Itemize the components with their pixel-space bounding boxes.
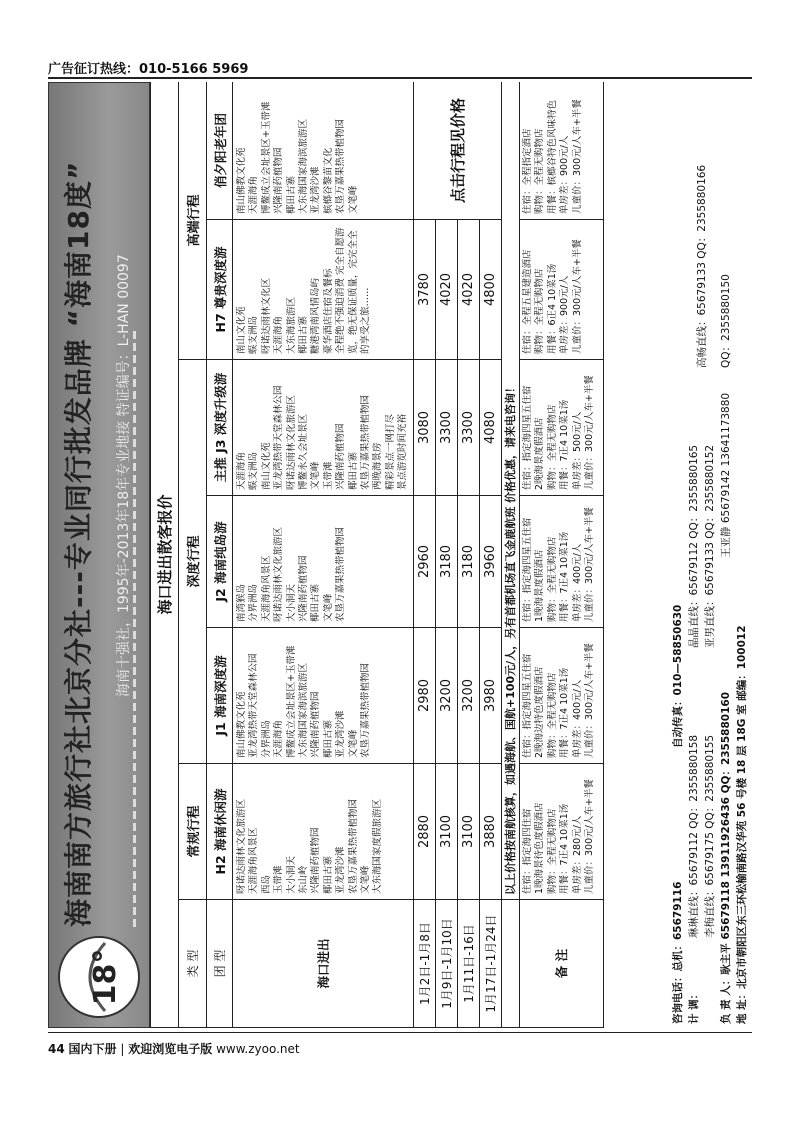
note-line: 单房差：280元/人: [571, 815, 583, 894]
remark-label: 备 注: [519, 900, 603, 1028]
phone-main: 咨询电话：总机：65679116: [672, 881, 684, 1024]
route-j3: 主推 J3 深度升级游: [207, 360, 233, 496]
list-item: 椰田古寨: [285, 175, 297, 214]
route-j2: J2 海南纯岛游: [207, 496, 233, 628]
list-item: 农垦万嘉果热带植物园: [347, 798, 359, 894]
note-line: 用餐：槟榔谷特色风味特色: [546, 99, 558, 214]
list-item: 兴隆南药植物园: [310, 691, 322, 758]
list-item: 文笔峰: [310, 461, 322, 490]
laoyang-price-link[interactable]: 点击行程见价格: [413, 82, 501, 220]
note-line: 1晚海景待色度假酒店: [534, 802, 546, 894]
price-cell: 2880: [413, 764, 435, 900]
note-line: 儿童价：300元/人车+半餐: [584, 643, 596, 758]
banner-subtitle: 海南十强社，1995年-2013年18年专业地接 特证编号：L-HAN 00097: [116, 254, 132, 697]
notes-laoyang: [519, 82, 603, 220]
calc-label: 计 调：: [688, 988, 700, 1024]
list-item: 玉带滩: [273, 865, 285, 894]
list-item: 呀诺达雨林文化旅游区: [273, 526, 285, 622]
list-item: 博鳌成立会址景区+玉带滩: [285, 645, 297, 758]
itinerary-laoyang: [233, 82, 414, 220]
price-cell: 4020: [457, 220, 479, 360]
note-line: 用餐：7正4 10菜1汤: [559, 667, 571, 758]
list-item: 东山岭: [298, 865, 310, 894]
fax: 自动传真：010—58850630: [672, 604, 684, 748]
list-item: 亚龙湾热带天堂森林公园: [248, 653, 260, 758]
address: 地 址：北京市朝阳区东三环松榆南路汉华苑 56 号楼 18 层 18G 室 邮编：100012: [736, 625, 748, 1024]
date-range: 1月11日-16日: [457, 900, 479, 1028]
banner-stripe: [133, 327, 136, 927]
price-cell: 3180: [457, 496, 479, 628]
list-item: 两晚海景房: [372, 442, 384, 490]
note-line: 单房差：900元/人: [559, 275, 571, 354]
note-line: 住宿：指定海四星五住宿: [521, 385, 533, 490]
price-note: 以上价格按南航核算，如遇海航、国航+100元/人，另有首都机场直飞金鹿航班 价格优惠，请来电咨询！: [501, 82, 519, 900]
col-group-header: 团 型: [207, 900, 233, 1028]
list-item: 文笔峰: [347, 729, 359, 758]
list-item: 天涯海角: [273, 719, 285, 758]
category-deep: 深度行程: [179, 360, 207, 764]
list-item: 兴隆南药植物园: [298, 555, 310, 622]
list-item: 南山佛教文化苑: [236, 691, 247, 758]
list-item: 玉带滩: [322, 461, 334, 490]
route-laoyang: 俏夕阳老年团: [207, 82, 233, 220]
banner-title: 海南南方旅行社北京分社---专业同行批发品牌 “海南18度”: [62, 160, 95, 927]
table-row: [479, 82, 501, 1028]
list-item: 大东海国家海滨旅游区: [298, 118, 310, 214]
page-number: 44: [48, 1042, 65, 1056]
list-item: 亚龙湾沙滩: [310, 166, 322, 214]
note-line: 住宿：全程指定酒店: [521, 128, 533, 214]
notes-h7: [519, 220, 603, 360]
date-range: 1月2日-1月8日: [413, 900, 435, 1028]
bottom-rule: [48, 1032, 752, 1033]
list-item: 分界洲岛: [260, 719, 272, 758]
note-line: 1晚海景度假酒店: [534, 549, 546, 622]
list-item: 蜈支洲岛: [248, 451, 260, 490]
section-name: 国内下册: [68, 1042, 117, 1056]
itinerary-j3: [233, 360, 414, 496]
contact-line: QQ：2355880150: [720, 274, 732, 368]
list-item: 大小洞天: [285, 855, 297, 894]
logo-18-degree: [55, 933, 143, 1021]
list-item: 农垦万嘉果热带植物园: [335, 526, 347, 622]
list-item: 农垦万嘉果热带植物园: [360, 662, 372, 758]
route-j1: J1 海南深度游: [207, 628, 233, 764]
note-line: 儿童价：300元/人车+半餐: [584, 779, 596, 894]
price-cell: 4800: [479, 220, 501, 360]
note-line: 儿童价：300元/人车+半餐: [571, 99, 583, 214]
list-item: 兴隆南药植物园: [335, 423, 347, 490]
note-line: 购物：全程无购物店: [546, 536, 558, 622]
note-line: 住宿：指定海四星五住宿: [521, 653, 533, 758]
list-item: 槟榔谷黎苗文化: [322, 147, 334, 214]
site-link[interactable]: www.zyoo.net: [216, 1042, 300, 1056]
notes-h2: [519, 764, 603, 900]
price-cell: 4020: [435, 220, 457, 360]
date-range: 1月9日-1月10日: [435, 900, 457, 1028]
note-line: 购物：全程无购物店: [534, 128, 546, 214]
price-cell: 3080: [413, 360, 435, 496]
top-rule: [48, 77, 752, 79]
logo-text: 18°: [88, 948, 123, 1006]
list-item: 文笔峰: [360, 865, 372, 894]
price-cell: 3100: [457, 764, 479, 900]
ad-hotline: 广告征订热线：010-5166 5969: [48, 62, 249, 77]
list-item: 亚龙湾沙滩: [335, 846, 347, 894]
list-item: 兴隆南药植物园: [310, 827, 322, 894]
list-item: 亚龙湾沙滩: [335, 710, 347, 758]
list-item: 呀诺达雨林文化旅游区: [285, 394, 297, 490]
contact-line: 晶晶直线：65679112 QQ：2355880165: [688, 444, 700, 648]
list-item: 景点游览时间充裕: [397, 413, 409, 490]
list-item: 文笔峰: [322, 593, 334, 622]
table-row: [457, 82, 479, 1028]
note-line: 用餐：7正4 10菜1汤: [559, 531, 571, 622]
contact-line: 琳琳直线：65679112 QQ：2355880158: [688, 734, 700, 938]
group-haikou: 海口进出: [233, 900, 414, 1028]
list-item: 天涯海角: [248, 175, 260, 214]
list-item: 天涯海角: [273, 315, 285, 354]
list-item: 椰田古寨: [298, 315, 310, 354]
list-item: 博鳌成立会址景区+玉带滩: [260, 101, 272, 214]
list-item: 分界洲岛: [248, 583, 260, 622]
table-row: [435, 82, 457, 1028]
price-cell: 3300: [435, 360, 457, 496]
list-item: 南山佛教文化苑: [236, 147, 247, 214]
price-cell: 3100: [435, 764, 457, 900]
note-line: 住宿：指定海四星五住宿: [521, 517, 533, 622]
rotated-content: [48, 82, 752, 1028]
date-range: 1月17日-1月24日: [479, 900, 501, 1028]
list-item: 大小洞天: [285, 583, 297, 622]
contact-line: 亚男直线：65679133 QQ：2355880152: [704, 444, 716, 648]
price-table: [150, 82, 604, 1028]
list-item: 南湾猴岛: [236, 583, 247, 622]
contact-block: [664, 82, 752, 1028]
rotated-page: [48, 82, 752, 1028]
table-row: [413, 82, 435, 1028]
list-item: 农垦万嘉果热带植物园: [335, 118, 347, 214]
note-line: 单房差：400元/人: [571, 543, 583, 622]
note-line: 儿童价：300元/人车+半餐: [584, 375, 596, 490]
page-footer: 44 国内下册 | 欢迎浏览电子版 www.zyoo.net: [48, 1042, 300, 1056]
note-line: 单房差：500元/人: [571, 411, 583, 490]
route-h7: H7 尊贵深度游: [207, 220, 233, 360]
price-cell: 2980: [413, 628, 435, 764]
notes-j3: [519, 360, 603, 496]
price-cell: 3200: [435, 628, 457, 764]
note-line: 单房差：900元/人: [559, 135, 571, 214]
contact-line: 李梅直线：65679175 QQ：2355880155: [704, 734, 716, 938]
banner: [48, 82, 150, 1028]
price-cell: 3300: [457, 360, 479, 496]
footer-tagline: 欢迎浏览电子版: [128, 1042, 213, 1056]
itinerary-j2: [233, 496, 414, 628]
list-item: 亚龙湾热带天堂森林公园: [273, 385, 285, 490]
note-line: 单房差：400元/人: [571, 679, 583, 758]
notes-j1: [519, 628, 603, 764]
itinerary-h2: [233, 764, 414, 900]
price-cell: 3960: [479, 496, 501, 628]
note-line: 用餐：7正4 10菜1汤: [559, 399, 571, 490]
note-line: 2晚海景度假酒店: [534, 417, 546, 490]
list-item: 呀诺达雨林文化区: [260, 277, 272, 354]
list-item: 西岛: [260, 874, 272, 894]
price-cell: 3980: [479, 628, 501, 764]
list-item: 大东海旅游区: [285, 296, 297, 354]
list-item: 豪华酒店住宿及餐标: [322, 268, 334, 354]
list-item: 蜈支洲岛: [248, 315, 260, 354]
itinerary-h7: [233, 220, 414, 360]
category-high: 高端行程: [179, 82, 207, 360]
list-item: 天涯海角风景区: [260, 555, 272, 622]
list-item: 文笔峰: [347, 185, 359, 214]
list-item: 农垦万嘉果热带植物园: [360, 394, 372, 490]
list-item: 南山文化苑: [236, 306, 247, 354]
note-line: 住宿：全程五星建造酒店: [521, 249, 533, 354]
note-line: 购物：全程无购物店: [546, 672, 558, 758]
note-line: 儿童价：300元/人车+半餐: [584, 507, 596, 622]
price-cell: 3180: [435, 496, 457, 628]
col-type-header: 类 型: [179, 900, 207, 1028]
note-line: 儿童价：300元/人车+半餐: [571, 239, 583, 354]
list-item: 天涯海角风景区: [248, 827, 260, 894]
list-item: 全程绝不强迫消费 完全自愿游览，绝无保证质量，完完全全的享受之旅……: [335, 227, 372, 354]
contact-line: 王亚静 65679142 13641173880: [720, 392, 732, 558]
note-line: 用餐：6正4 10菜1汤: [546, 263, 558, 354]
itinerary-j1: [233, 628, 414, 764]
category-regular: 常规行程: [179, 764, 207, 900]
list-item: 椰田古寨: [310, 583, 322, 622]
list-item: 椰田古寨: [347, 451, 359, 490]
note-line: 用餐：7正4 10菜1汤: [559, 803, 571, 894]
price-cell: 4080: [479, 360, 501, 496]
note-line: 住宿：指定海四住宿: [521, 808, 533, 894]
notes-j2: [519, 496, 603, 628]
list-item: 糖港湾南风情岛屿: [310, 277, 322, 354]
table-title: 海口进出散客报价: [151, 82, 179, 1028]
list-item: 椰田古寨: [322, 719, 334, 758]
note-line: 购物：全程无购物店: [546, 404, 558, 490]
list-item: 大东海国家度假旅游区: [372, 798, 384, 894]
price-cell: 2960: [413, 496, 435, 628]
price-cell: 3780: [413, 220, 435, 360]
note-line: 购物：全程无购物店: [546, 808, 558, 894]
list-item: 椰田古寨: [322, 855, 334, 894]
price-cell: 3200: [457, 628, 479, 764]
contact-line: 高畅直线：65679133 QQ：2355880166: [696, 164, 708, 368]
list-item: 南山文化苑: [260, 442, 272, 490]
route-h2: H2 海南休闲游: [207, 764, 233, 900]
list-item: 大东海国家海滨旅游区: [298, 662, 310, 758]
list-item: 精彩景点一网打尽: [384, 413, 396, 490]
list-item: 呀诺达雨林文化旅游区: [236, 798, 247, 894]
note-line: 2晚海边特色度假酒店: [534, 666, 546, 758]
price-cell: 3880: [479, 764, 501, 900]
list-item: 博鳌永久会址景区: [298, 413, 310, 490]
list-item: 天涯海角: [236, 451, 247, 490]
list-item: 兴隆南药植物园: [273, 147, 285, 214]
note-line: 购物：全程无购物店: [534, 268, 546, 354]
manager: 负 责 人：耿主平 65679118 13911926436 QQ：2355880160: [720, 691, 732, 1024]
